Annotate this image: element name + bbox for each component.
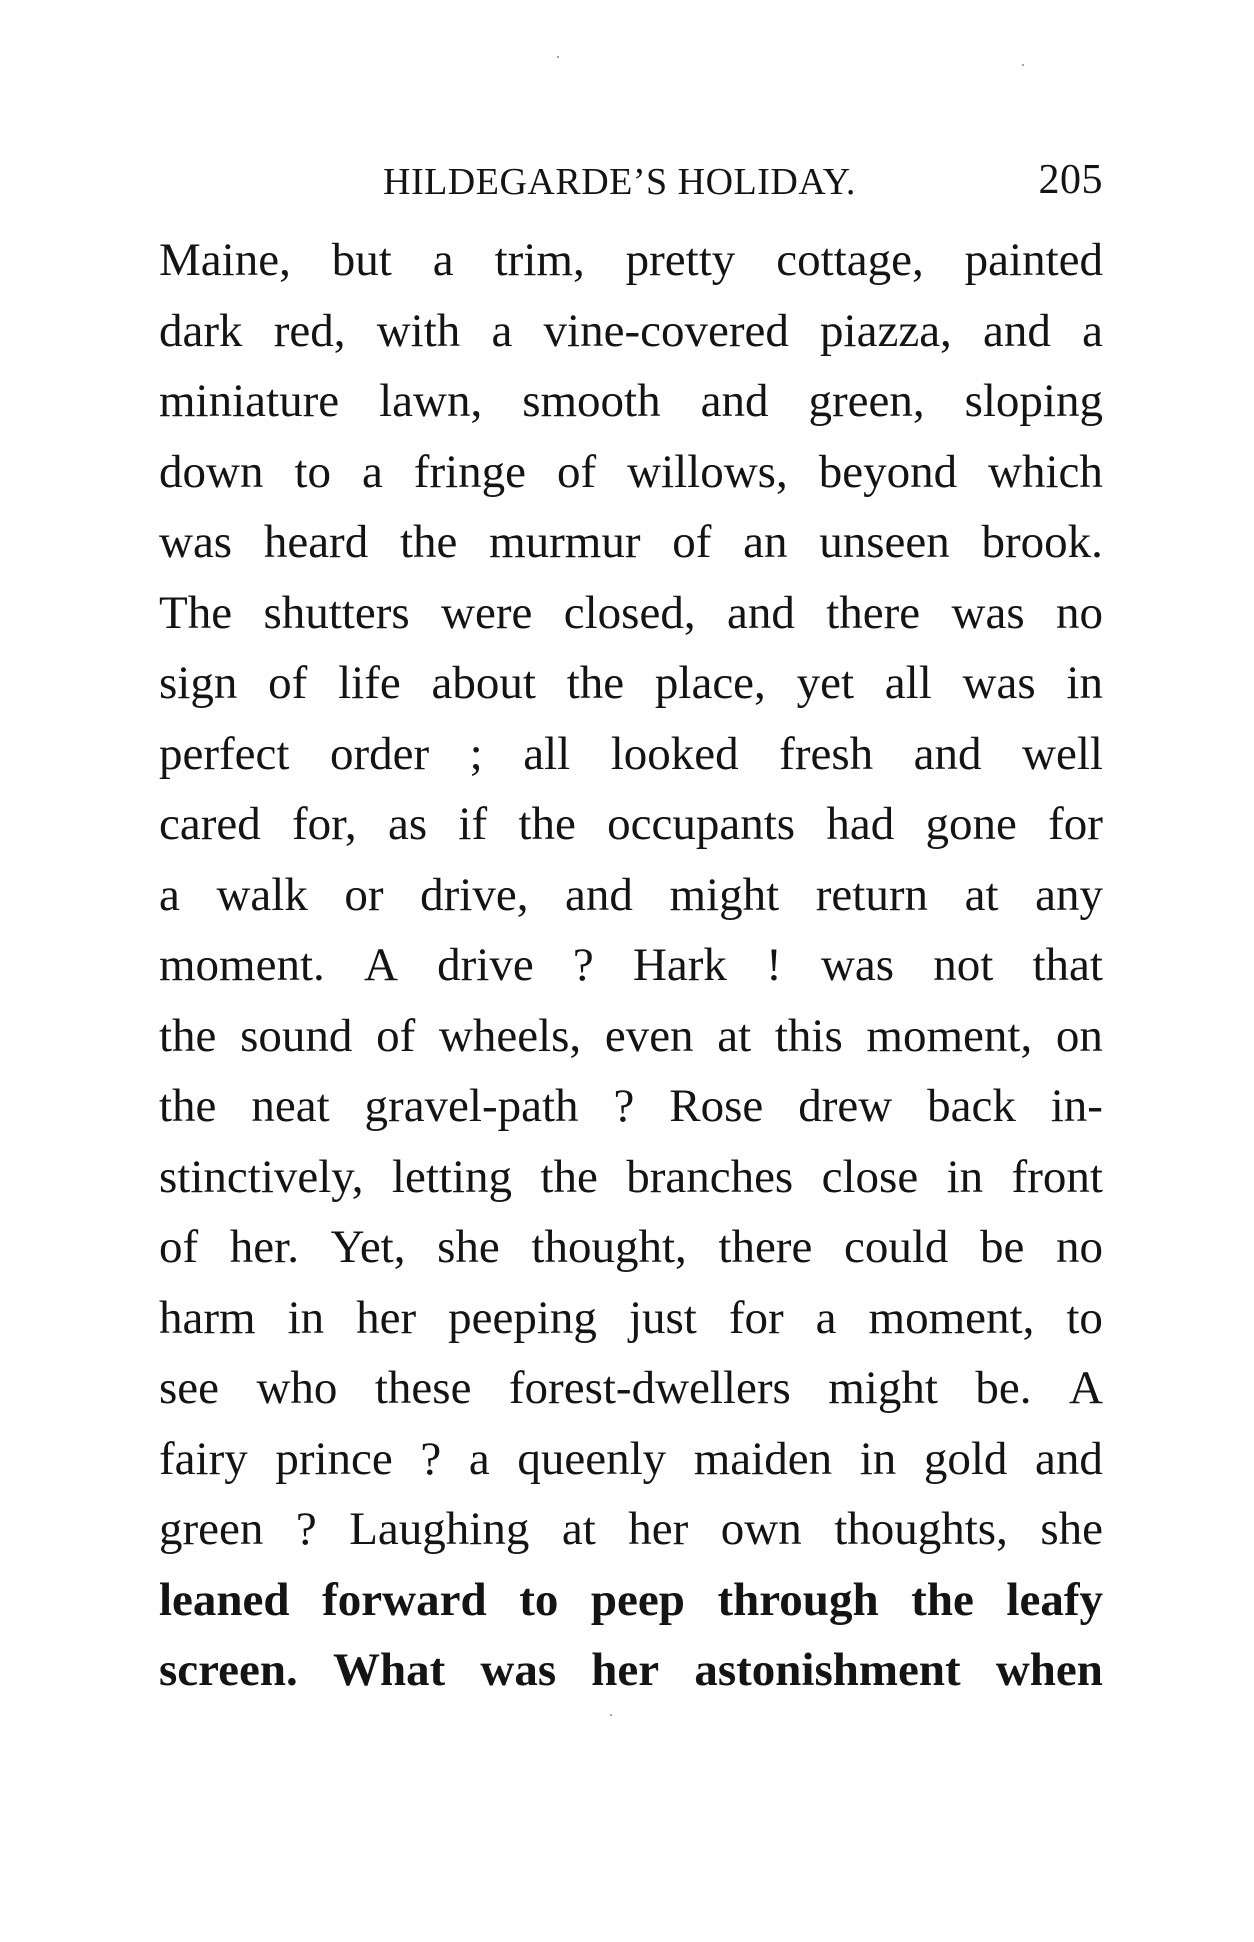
running-title: HILDEGARDE’S HOLIDAY. [383, 161, 856, 203]
word: with [376, 304, 461, 357]
word: these [374, 1362, 472, 1414]
word: willows, [627, 445, 788, 498]
word: order [329, 727, 430, 780]
text-line [159, 225, 1103, 296]
word: queenly [517, 1432, 667, 1485]
word: pretty [625, 234, 736, 286]
word: the [159, 1009, 217, 1062]
word: beyond [818, 445, 958, 498]
word: was [951, 586, 1025, 639]
word: be. [975, 1362, 1032, 1414]
word: Laughing [349, 1503, 530, 1555]
word: a [432, 234, 454, 286]
word: letting [391, 1150, 512, 1203]
word: moment, [866, 1009, 1033, 1062]
word: when [995, 1644, 1103, 1696]
word: perfect [159, 727, 290, 780]
text-line [159, 860, 1103, 931]
text-line [159, 1353, 1103, 1424]
word: fresh [779, 727, 874, 780]
word: a [159, 868, 180, 921]
word: gone [925, 798, 1017, 850]
word: lawn, [379, 375, 483, 427]
word: a [468, 1432, 490, 1485]
word: Yet, [330, 1221, 406, 1273]
word: life [338, 657, 401, 709]
paper-speck [610, 1714, 612, 1716]
word: ? [572, 939, 594, 991]
word: in [859, 1432, 897, 1485]
word: any [1035, 868, 1103, 921]
word: the [518, 798, 576, 850]
word: A [1068, 1362, 1103, 1414]
paper-speck [557, 56, 559, 58]
word: close [821, 1150, 919, 1203]
word: astonishment [694, 1644, 961, 1696]
word: moment, [868, 1291, 1035, 1344]
word: piazza, [820, 304, 952, 357]
word: of [672, 516, 712, 568]
word: her. [229, 1221, 299, 1273]
word: the [540, 1150, 598, 1203]
word: even [604, 1009, 694, 1062]
word: of [376, 1009, 416, 1062]
word: dark [159, 304, 243, 357]
word: well [1022, 727, 1103, 780]
word: through [717, 1573, 879, 1626]
word: leaned [159, 1573, 290, 1626]
text-line [159, 1283, 1103, 1354]
word: peep [590, 1573, 685, 1626]
word: branches [626, 1150, 794, 1203]
word: sound [240, 1009, 353, 1062]
word: in- [1050, 1080, 1103, 1132]
word: that [1032, 939, 1103, 991]
word: and [983, 304, 1051, 357]
word: red, [273, 304, 346, 357]
word: her [591, 1644, 660, 1696]
word: return [815, 868, 928, 921]
word: and [913, 727, 982, 780]
word: ? [420, 1432, 442, 1485]
word: no [1055, 586, 1103, 639]
word: Maine, [159, 234, 291, 286]
text-line [159, 296, 1103, 367]
text-line [159, 1071, 1103, 1142]
word: heard [263, 516, 369, 568]
running-head [159, 152, 1103, 212]
word: and [565, 868, 633, 921]
word: at [964, 868, 999, 921]
word: looked [610, 727, 739, 780]
word: this [774, 1009, 843, 1062]
word: see [159, 1362, 220, 1414]
word: about [431, 657, 536, 709]
word: place, [654, 657, 766, 709]
paper-speck [1022, 64, 1024, 66]
word: prince [275, 1432, 393, 1485]
word: to [519, 1573, 559, 1626]
word: moment. [159, 939, 325, 991]
word: she [437, 1221, 500, 1273]
word: which [988, 445, 1103, 498]
word: might [669, 868, 780, 921]
word: of [268, 657, 308, 709]
body-text [159, 225, 1103, 1706]
word: at [717, 1009, 752, 1062]
word: were [441, 586, 533, 639]
word: painted [964, 234, 1103, 286]
word: of [557, 445, 597, 498]
word: occupants [607, 798, 796, 850]
word: had [826, 798, 895, 850]
word: trim, [494, 234, 585, 286]
text-line [159, 1142, 1103, 1213]
word: ? [295, 1503, 317, 1555]
word: forest-dwellers [508, 1362, 791, 1414]
word: front [1011, 1150, 1103, 1203]
word: on [1055, 1009, 1103, 1062]
word: drive [437, 939, 534, 991]
word: peeping [448, 1291, 597, 1344]
word: as [387, 798, 428, 850]
word: was [480, 1644, 557, 1696]
word: but [331, 234, 392, 286]
word: for, [292, 798, 357, 850]
word: screen. [159, 1644, 298, 1696]
word: thought, [531, 1221, 687, 1273]
word: gravel-path [364, 1080, 579, 1132]
word: maiden [693, 1432, 833, 1485]
word: brook. [981, 516, 1103, 568]
word: for [728, 1291, 784, 1344]
word: unseen [819, 516, 950, 568]
word: vine-covered [543, 304, 789, 357]
word: not [933, 939, 994, 991]
page-number: 205 [1038, 157, 1103, 203]
word: in [287, 1291, 325, 1344]
text-line [159, 719, 1103, 790]
word: of [159, 1221, 199, 1273]
word: a [1082, 304, 1103, 357]
word: closed, [563, 586, 696, 639]
word: and [1035, 1432, 1103, 1485]
word: green, [808, 375, 925, 427]
word: she [1040, 1503, 1103, 1555]
text-line [159, 507, 1103, 578]
word: and [700, 375, 769, 427]
word: miniature [159, 375, 340, 427]
word: all [884, 657, 932, 709]
text-line [159, 930, 1103, 1001]
word: in [1066, 657, 1103, 709]
text-line [159, 366, 1103, 437]
text-line [159, 1635, 1103, 1706]
word: What [332, 1644, 446, 1696]
text-line [159, 1494, 1103, 1565]
word: a [361, 445, 383, 498]
word: harm [159, 1291, 256, 1344]
word: drive, [420, 868, 529, 921]
word: who [256, 1362, 338, 1414]
text-line [159, 648, 1103, 719]
word: drew [798, 1080, 893, 1132]
text-line [159, 1212, 1103, 1283]
word: in [946, 1150, 984, 1203]
word: wheels, [438, 1009, 582, 1062]
word: her [356, 1291, 417, 1344]
word: no [1056, 1221, 1103, 1273]
word: cottage, [776, 234, 924, 286]
word: neat [251, 1080, 330, 1132]
word: forward [322, 1573, 487, 1626]
word: there [826, 586, 921, 639]
word: stinctively, [159, 1150, 364, 1203]
word: all [523, 727, 571, 780]
word: her [628, 1503, 689, 1555]
word: just [628, 1291, 697, 1344]
word: to [294, 445, 331, 498]
word: at [561, 1503, 596, 1555]
text-line [159, 1565, 1103, 1636]
word: might [828, 1362, 938, 1414]
word: back [927, 1080, 1016, 1132]
word: a [491, 304, 513, 357]
word: could [843, 1221, 949, 1273]
text-line [159, 578, 1103, 649]
word: down [159, 445, 264, 498]
word: the [159, 1080, 217, 1132]
text-line [159, 1001, 1103, 1072]
word: green [159, 1503, 264, 1555]
word: fringe [413, 445, 527, 498]
word: be [980, 1221, 1025, 1273]
word: if [458, 798, 488, 850]
word: A [363, 939, 398, 991]
word: thoughts, [834, 1503, 1008, 1555]
text-line [159, 437, 1103, 508]
word: own [720, 1503, 802, 1555]
word: fairy [159, 1432, 248, 1485]
word: a [815, 1291, 837, 1344]
word: the [399, 516, 458, 568]
word: was [820, 939, 895, 991]
text-line [159, 789, 1103, 860]
word: was [159, 516, 233, 568]
word: sloping [964, 375, 1103, 427]
word: the [566, 657, 625, 709]
word: the [911, 1573, 974, 1626]
word: walk [216, 868, 308, 921]
word: smooth [522, 375, 661, 427]
word: ! [766, 939, 782, 991]
text-line [159, 1424, 1103, 1495]
word: murmur [489, 516, 641, 568]
word: The [159, 586, 233, 639]
word: ? [613, 1080, 635, 1132]
word: or [344, 868, 384, 921]
word: shutters [263, 586, 410, 639]
word: to [1066, 1291, 1103, 1344]
word: an [743, 516, 788, 568]
word: Rose [669, 1080, 764, 1132]
word: Hark [632, 939, 727, 991]
word: there [718, 1221, 813, 1273]
word: sign [159, 657, 238, 709]
word: leafy [1006, 1573, 1103, 1626]
word: and [726, 586, 795, 639]
word: for [1048, 798, 1103, 850]
word: was [962, 657, 1036, 709]
word: ; [469, 727, 483, 780]
word: yet [796, 657, 854, 709]
word: gold [923, 1432, 1008, 1485]
word: cared [159, 798, 261, 850]
